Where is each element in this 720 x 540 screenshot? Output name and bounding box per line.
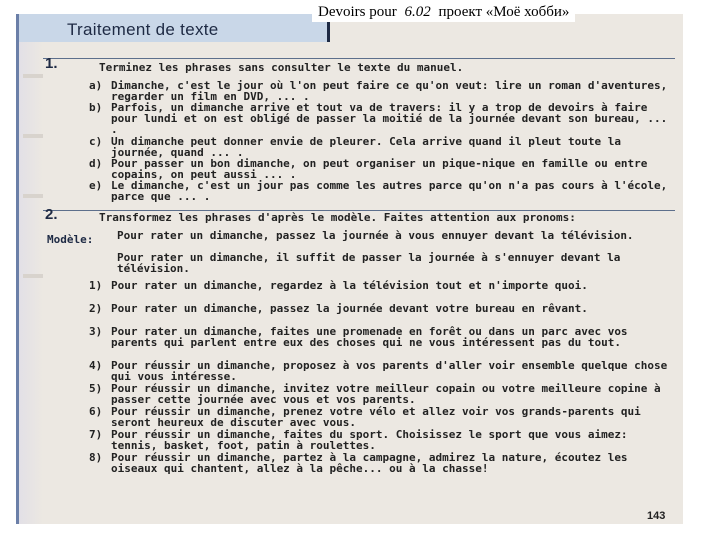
homework-overlay-title [312,3,575,22]
item-text: Un dimanche peut donner envie de pleurer. Cela arrive quand il pleut toute la journée, quand ... . [111,135,621,160]
exercise-2-instruction: Transformez les phrases d'après le modèle. Faites attention aux pronoms: [99,211,576,224]
exercise-1-item [89,135,671,160]
item-marker: 3) [89,325,103,338]
margin-bleed-mark [23,134,43,138]
exercise-2-item [89,302,671,315]
exercise-1-instruction: Terminez les phrases sans consulter le texte du manuel. [99,61,464,74]
item-text: Pour passer un bon dimanche, on peut organiser un pique-nique en famille ou entre copains, on peut aussi ... . [111,157,648,182]
item-text: Pour réussir un dimanche, faites du sport. Choisissez le sport que vous aimez: tennis, basket, foot, patin à roulettes. [111,428,628,453]
item-text: Pour réussir un dimanche, invitez votre meilleur copain ou votre meilleure copine à passer cette journée avec vous et vos parents. [111,382,661,407]
item-marker: d) [89,157,103,170]
model-label: Modèle: [47,233,94,246]
margin-bleed-mark [23,274,43,278]
item-text: Parfois, un dimanche arrive et tout va de travers: il y a trop de devoirs à faire pour lundi et on est obligé de passer la moitié de la journée devant son bureau, ... . [111,101,668,137]
item-text: Le dimanche, c'est un jour pas comme les autres parce qu'on n'a pas cours à l'école, parce que ... . [111,179,668,204]
exercise-2-item [89,382,671,407]
page-margin-shadow [19,14,43,524]
item-marker: 4) [89,359,103,372]
item-marker: c) [89,135,103,148]
item-text: Pour rater un dimanche, faites une promenade en forêt ou dans un parc avec vos parents qui parlent entre eux des choses qui ne vous intéressent pas du tout. [111,325,628,350]
margin-bleed-mark [23,74,43,78]
divider-rule [43,58,675,59]
section-title: Traitement de texte [67,20,219,39]
textbook-page-scan [16,14,683,524]
item-text: Pour réussir un dimanche, prenez votre vélo et allez voir vos grands-parents qui seront heureux de discuter avec vous. [111,405,641,430]
model-sentence: Pour rater un dimanche, il suffit de passer la journée à s'ennuyer devant la télévision. [117,251,621,276]
item-marker: b) [89,101,103,114]
margin-bleed-mark [23,194,43,198]
exercise-2-item [89,325,671,350]
exercise-2-item [89,359,671,384]
item-marker: 5) [89,382,103,395]
item-marker: 6) [89,405,103,418]
item-marker: e) [89,179,103,192]
page-number: 143 [647,510,666,522]
overlay-project: проект «Моё хобби» [438,4,570,20]
exercise-2-item [89,428,671,453]
item-marker: 2) [89,302,103,315]
item-marker: 1) [89,279,103,292]
exercise-2-item [89,279,671,292]
overlay-prefix: Devoirs pour [318,4,397,20]
item-marker: a) [89,79,103,92]
model-sentence: Pour rater un dimanche, passez la journée à vous ennuyer devant la télévision. [117,229,634,242]
item-text: Pour réussir un dimanche, proposez à vos parents d'aller voir ensemble quelque chose qui vous intéresse. [111,359,668,384]
exercise-1-item [89,101,671,137]
exercise-1-item [89,157,671,182]
exercise-2-item [89,405,671,430]
exercise-2-item [89,451,671,476]
item-text: Pour rater un dimanche, passez la journée devant votre bureau en rêvant. [111,302,588,315]
exercise-1-item [89,179,671,204]
section-header-band [19,14,329,42]
item-text: Dimanche, c'est le jour où l'on peut faire ce qu'on veut: lire un roman d'aventures, regarder un film en DVD, ... . [111,79,668,104]
item-text: Pour réussir un dimanche, partez à la campagne, admirez la nature, écoutez les oiseaux qui chantent, allez à la pêche... ou à la chasse! [111,451,628,476]
overlay-date: 6.02 [404,4,431,20]
exercise-1-item [89,79,671,104]
exercise-1-number: 1. [45,55,58,72]
item-text: Pour rater un dimanche, regardez à la télévision tout et n'importe quoi. [111,279,588,292]
exercise-2-number: 2. [45,206,58,223]
item-marker: 7) [89,428,103,441]
item-marker: 8) [89,451,103,464]
